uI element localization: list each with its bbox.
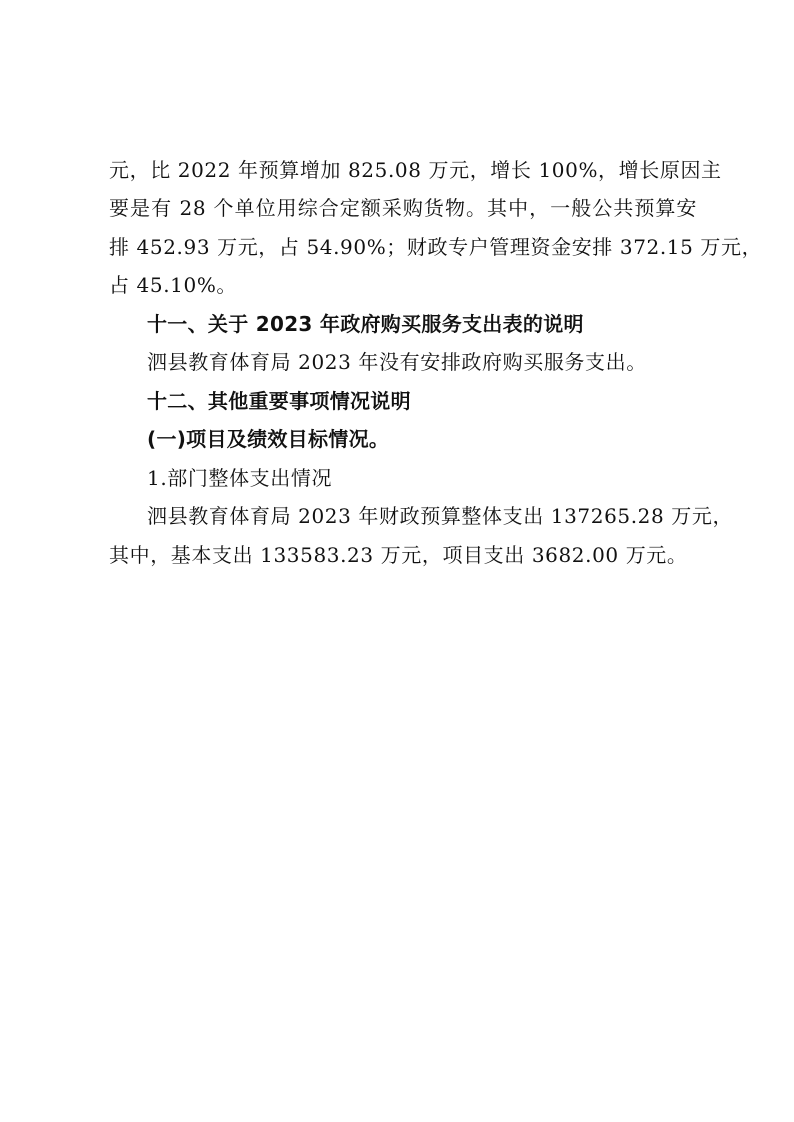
paragraph-line: 元，比 2022 年预算增加 825.08 万元，增长 100%，增长原因主 <box>109 158 722 182</box>
subsection-heading-1: (一)项目及绩效目标情况。 <box>147 427 390 451</box>
paragraph-line: 排 452.93 万元，占 54.90%；财政专户管理资金安排 372.15 万元， <box>109 235 763 259</box>
section-11-body: 泗县教育体育局 2023 年没有安排政府购买服务支出。 <box>147 350 647 374</box>
paragraph-line: 占 45.10%。 <box>109 273 238 297</box>
section-heading-12: 十二、其他重要事项情况说明 <box>147 389 411 413</box>
item-title-1: 1.部门整体支出情况 <box>147 466 333 490</box>
paragraph-line: 要是有 28 个单位用综合定额采购货物。其中，一般公共预算安 <box>109 196 697 220</box>
section-heading-11: 十一、关于 2023 年政府购买服务支出表的说明 <box>147 312 584 336</box>
item-body-line: 其中，基本支出 133583.23 万元，项目支出 3682.00 万元。 <box>109 543 688 567</box>
item-body-line: 泗县教育体育局 2023 年财政预算整体支出 137265.28 万元， <box>147 504 734 528</box>
